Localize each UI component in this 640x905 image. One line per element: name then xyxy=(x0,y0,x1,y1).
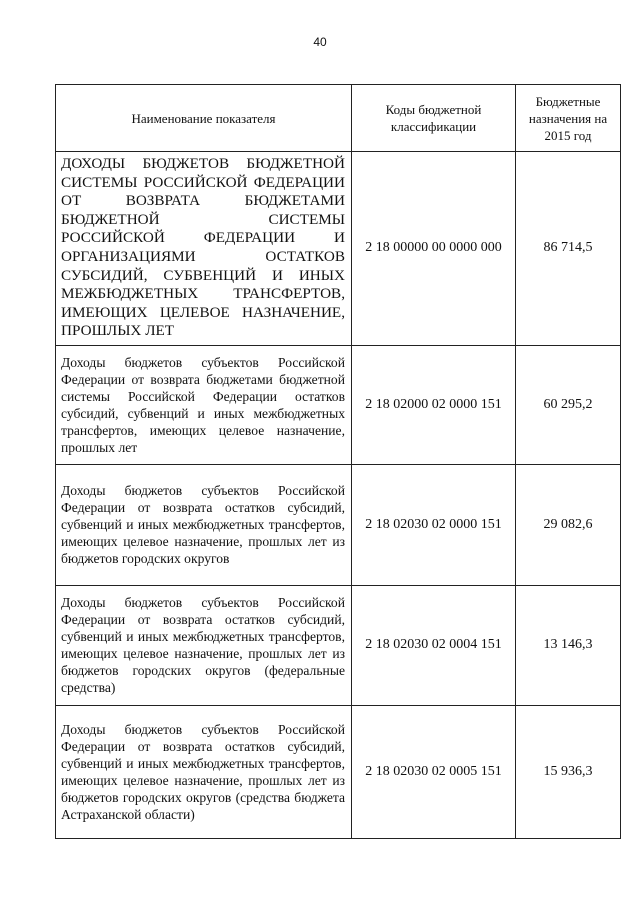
table-header-row xyxy=(56,85,621,152)
budget-table xyxy=(55,84,621,839)
indicator-name-cell: Доходы бюджетов субъектов Российской Федерации от возврата бюджетами бюджетной системы Российской Федерации остатков субсидий, субвенций и иных межбюджетных трансфертов, имеющих целевое назначение, прошлых лет xyxy=(56,345,352,464)
budget-code-cell: 2 18 02030 02 0004 151 xyxy=(352,585,516,705)
budget-code-cell: 2 18 02030 02 0005 151 xyxy=(352,705,516,838)
indicator-name-cell: Доходы бюджетов субъектов Российской Федерации от возврата остатков субсидий, субвенций и иных межбюджетных трансфертов, имеющих целевое назначение, прошлых лет из бюджетов городских округов (средства бюджета Астраханской области) xyxy=(56,705,352,838)
table-row xyxy=(56,705,621,838)
table-row xyxy=(56,585,621,705)
allocation-value-cell: 13 146,3 xyxy=(516,585,621,705)
indicator-name-cell: ДОХОДЫ БЮДЖЕТОВ БЮДЖЕТНОЙ СИСТЕМЫ РОССИЙСКОЙ ФЕДЕРАЦИИ ОТ ВОЗВРАТА БЮДЖЕТАМИ БЮДЖЕТНОЙ СИСТЕМЫ РОССИЙСКОЙ ФЕДЕРАЦИИ И ОРГАНИЗАЦИЯМИ ОСТАТКОВ СУБСИДИЙ, СУБВЕНЦИЙ И ИНЫХ МЕЖБЮДЖЕТНЫХ ТРАНСФЕРТОВ, ИМЕЮЩИХ ЦЕЛЕВОЕ НАЗНАЧЕНИЕ, ПРОШЛЫХ ЛЕТ xyxy=(56,152,352,346)
table-row xyxy=(56,152,621,346)
budget-code-cell: 2 18 02000 02 0000 151 xyxy=(352,345,516,464)
budget-code-cell: 2 18 00000 00 0000 000 xyxy=(352,152,516,346)
allocation-value-cell: 29 082,6 xyxy=(516,464,621,585)
table-row xyxy=(56,345,621,464)
budget-code-cell: 2 18 02030 02 0000 151 xyxy=(352,464,516,585)
allocation-value-cell: 60 295,2 xyxy=(516,345,621,464)
allocation-value-cell: 15 936,3 xyxy=(516,705,621,838)
indicator-name-cell: Доходы бюджетов субъектов Российской Федерации от возврата остатков субсидий, субвенций и иных межбюджетных трансфертов, имеющих целевое назначение, прошлых лет из бюджетов городских округов xyxy=(56,464,352,585)
page-number: 40 xyxy=(313,35,327,49)
header-budget-code: Коды бюджетной классификации xyxy=(352,85,516,152)
header-indicator-name: Наименование показателя xyxy=(56,85,352,152)
indicator-name-cell: Доходы бюджетов субъектов Российской Федерации от возврата остатков субсидий, субвенций и иных межбюджетных трансфертов, имеющих целевое назначение, прошлых лет из бюджетов городских округов (федеральные средства) xyxy=(56,585,352,705)
header-budget-allocation: Бюджетные назначения на 2015 год xyxy=(516,85,621,152)
table-row xyxy=(56,464,621,585)
allocation-value-cell: 86 714,5 xyxy=(516,152,621,346)
